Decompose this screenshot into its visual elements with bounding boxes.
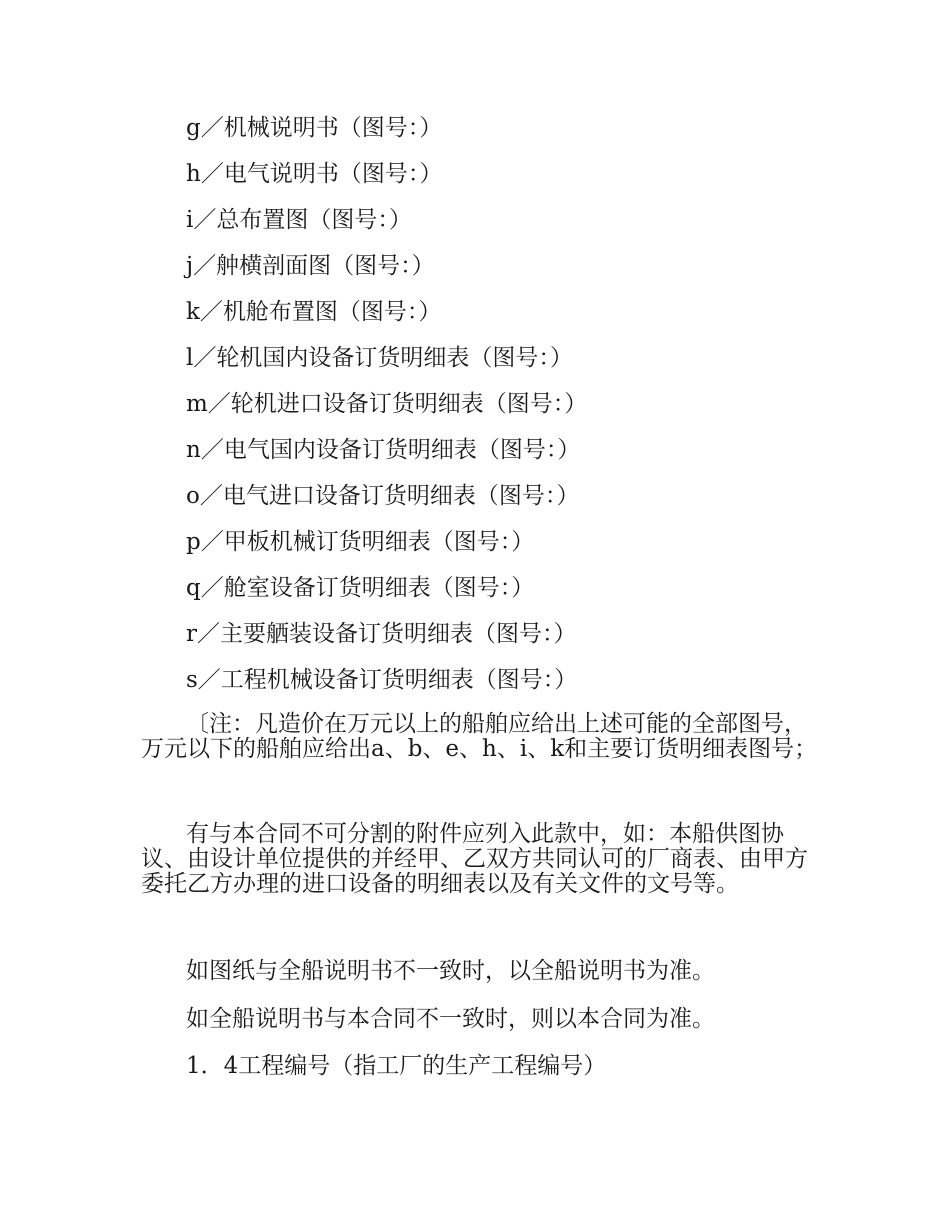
list-item-r: r／主要舾装设备订货明细表（图号：）: [186, 621, 577, 647]
list-item-q: q／舱室设备订货明细表（图号：）: [186, 575, 535, 601]
list-item-n: n／电气国内设备订货明细表（图号：）: [186, 437, 581, 463]
attachments-paragraph: 有与本合同不可分割的附件应列入此款中，如：本船供图协议、由设计单位提供的并经甲、乙双方共同认可的厂商表、由甲方委托乙方办理的进口设备的明细表以及有关文件的文号等。: [141, 821, 808, 897]
list-item-g: g／机械说明书（图号：）: [186, 115, 443, 141]
list-item-h: h／电气说明书（图号：）: [186, 161, 443, 187]
list-item-k: k／机舱布置图（图号：）: [186, 299, 442, 325]
list-item-m: m／轮机进口设备订货明细表（图号：）: [186, 391, 588, 417]
list-item-i: i／总布置图（图号：）: [186, 207, 412, 233]
section-heading: 1．4工程编号（指工厂的生产工程编号）: [186, 1053, 607, 1079]
list-item-p: p／甲板机械订货明细表（图号：）: [186, 529, 535, 555]
list-item-o: o／电气进口设备订货明细表（图号：）: [186, 483, 580, 509]
list-item-l: l／轮机国内设备订货明细表（图号：）: [186, 345, 573, 371]
drawing-rule-paragraph: 如图纸与全船说明书不一致时，以全船说明书为准。: [186, 958, 715, 984]
list-item-s: s／工程机械设备订货明细表（图号：）: [186, 667, 578, 693]
contract-rule-paragraph: 如全船说明书与本合同不一致时，则以本合同为准。: [186, 1006, 715, 1032]
list-item-j: j／舯横剖面图（图号：）: [186, 253, 435, 279]
note-paragraph: 〔注：凡造价在万元以上的船舶应给出上述可能的全部图号，万元以下的船舶应给出a、b、e、h、i、k和主要订货明细表图号；: [141, 711, 818, 762]
